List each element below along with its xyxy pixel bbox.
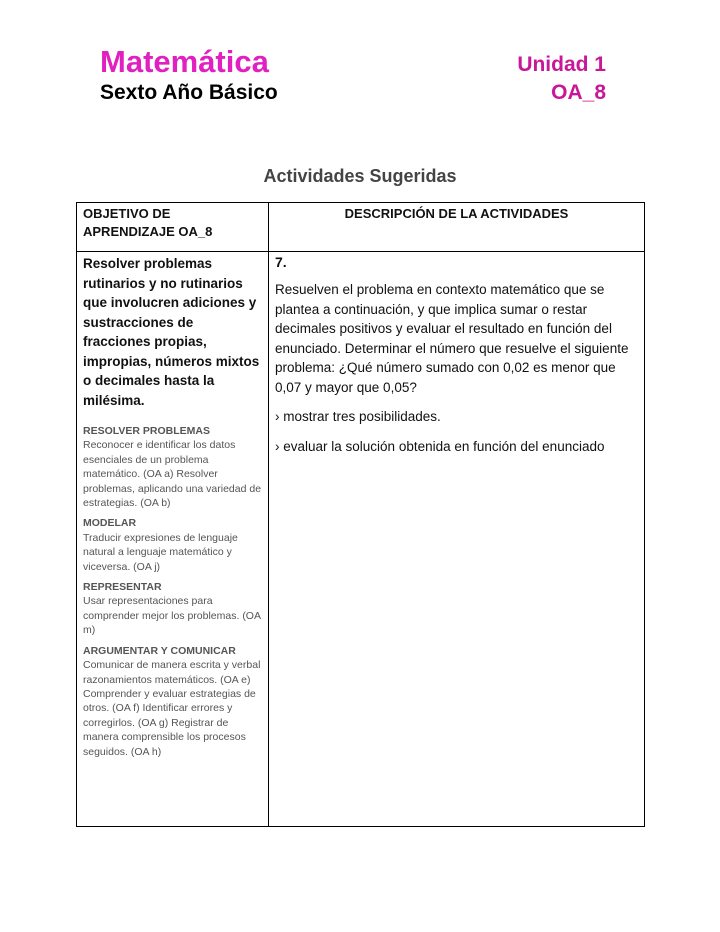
skill-group xyxy=(83,644,262,759)
table-header-row xyxy=(77,203,645,252)
objective-header: OBJETIVO DE APRENDIZAJE OA_8 xyxy=(77,203,269,252)
section-title: Actividades Sugeridas xyxy=(263,166,457,186)
skill-text: Traducir expresiones de lenguaje natural a lenguaje matemático y viceversa. (OA j) xyxy=(83,531,238,573)
table-row xyxy=(77,252,645,827)
oa-label: OA_8 xyxy=(551,81,606,104)
unit-label: Unidad 1 xyxy=(517,53,606,76)
bullet-item: › evaluar la solución obtenida en función del enunciado xyxy=(275,438,605,454)
skill-text: Usar representaciones para comprender mejor los problemas. (OA m) xyxy=(83,595,261,637)
skill-heading: ARGUMENTAR Y COMUNICAR xyxy=(83,644,236,657)
skill-heading: REPRESENTAR xyxy=(83,581,162,594)
description-cell xyxy=(269,252,645,827)
objective-cell xyxy=(77,252,269,827)
skill-group xyxy=(83,424,262,510)
skill-heading: RESOLVER PROBLEMAS xyxy=(83,425,210,437)
skill-text: Comunicar de manera escrita y verbal razonamientos matemáticos. (OA e) Comprender y evaluar estrategias de otros. (OA f) Identificar errores y corregirlos. (OA g) Registrar de manera comprensible los procesos seguidos. (OA h) xyxy=(83,659,261,758)
skill-text: Reconocer e identificar los datos esenciales de un problema matemático. (OA a) Resolver problemas, aplicando una variedad de estrategias. (OA b) xyxy=(83,439,262,510)
bullet-item: › mostrar tres posibilidades. xyxy=(275,409,441,424)
skill-group xyxy=(83,516,262,574)
skill-group xyxy=(83,580,262,638)
activity-number: 7. xyxy=(275,254,287,270)
skill-heading: MODELAR xyxy=(83,517,137,530)
subject-title: Matemática xyxy=(100,44,269,79)
description-header: DESCRIPCIÓN DE LA ACTIVIDADES xyxy=(269,203,645,252)
skills-list xyxy=(83,424,262,759)
objective-text: Resolver problemas rutinarios y no rutinarios que involucren adiciones y sustracciones de fracciones propias, impropias, números mixtos o decimales hasta la milésima. xyxy=(83,256,260,408)
activities-table xyxy=(76,202,645,827)
grade-subtitle: Sexto Año Básico xyxy=(100,81,278,104)
activity-description: Resuelven el problema en contexto matemático que se plantea a continuación, y que implica sumar o restar decimales positivos y evaluar el resultado en función del enunciado. Determinar el número que resuelve el siguiente problema: ¿Qué número sumado con 0,02 es menor que 0,07 y mayor que 0,05? xyxy=(275,282,629,395)
